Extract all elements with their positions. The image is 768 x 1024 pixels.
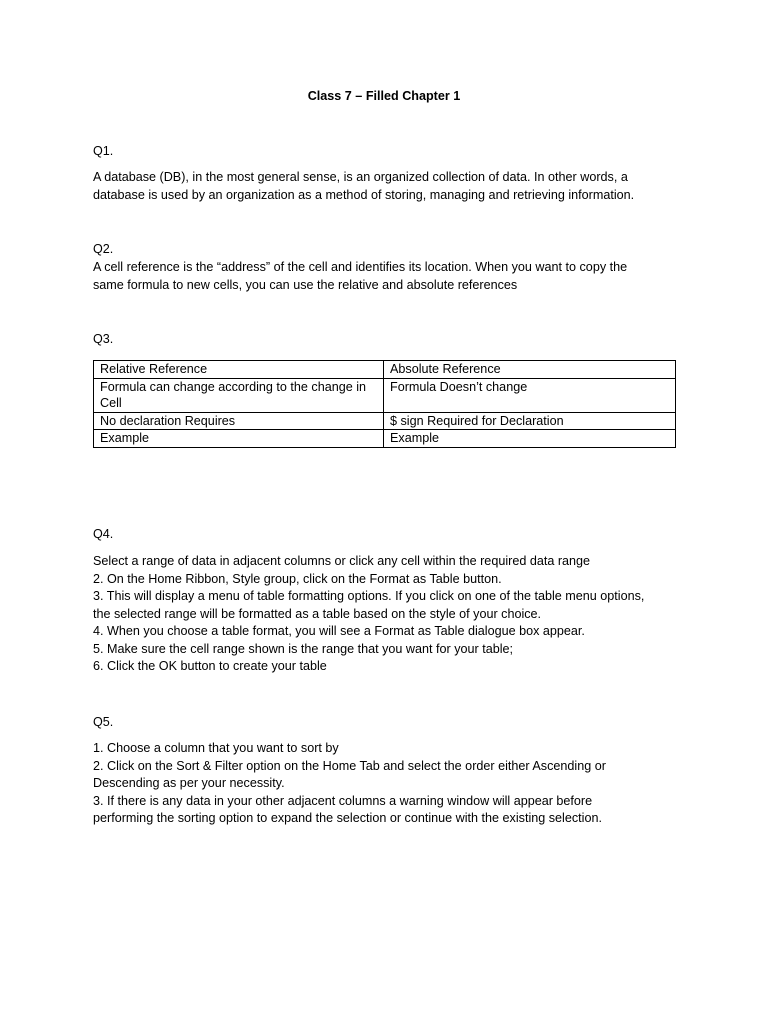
q4-label: Q4. (93, 527, 114, 541)
q5-answer (93, 740, 683, 828)
table-cell: Formula Doesn’t change (384, 378, 676, 412)
table-row (94, 430, 676, 448)
q5-line-5: performing the sorting option to expand the selection or continue with the existing selection. (93, 811, 602, 825)
q2-line-2: same formula to new cells, you can use the relative and absolute references (93, 277, 518, 292)
table-cell: Relative Reference (94, 361, 384, 379)
table-row (94, 412, 676, 430)
table-cell: Absolute Reference (384, 361, 676, 379)
q1-label: Q1. (93, 144, 114, 158)
page-title: Class 7 – Filled Chapter 1 (307, 89, 461, 103)
q1-answer (93, 169, 683, 204)
q4-line-6: 5. Make sure the cell range shown is the range that you want for your table; (93, 641, 514, 656)
q4-line-4: the selected range will be formatted as a table based on the style of your choice. (93, 606, 542, 621)
q1-line-2: database is used by an organization as a method of storing, managing and retrieving information. (93, 187, 635, 202)
q2-label: Q2. (93, 242, 114, 256)
q5-line-4: 3. If there is any data in your other adjacent columns a warning window will appear before (93, 793, 593, 808)
q5-line-2: 2. Click on the Sort & Filter option on the Home Tab and select the order either Ascending or (93, 758, 606, 773)
q4-line-5: 4. When you choose a table format, you will see a Format as Table dialogue box appear. (93, 624, 585, 638)
q5-label: Q5. (93, 715, 114, 729)
q4-line-3: 3. This will display a menu of table formatting options. If you click on one of the table menu options, (93, 589, 645, 603)
q4-line-7: 6. Click the OK button to create your table (93, 659, 327, 673)
q2-line-1: A cell reference is the “address” of the cell and identifies its location. When you want to copy the (93, 260, 628, 274)
table-row (94, 361, 676, 379)
table-row (94, 378, 676, 412)
table-cell: Formula can change according to the change in Cell (94, 378, 384, 412)
reference-table (93, 360, 676, 448)
table-cell: Example (384, 430, 676, 448)
q2-answer (93, 259, 683, 294)
q1-line-1: A database (DB), in the most general sense, is an organized collection of data. In other words, a (93, 170, 628, 184)
table-cell: No declaration Requires (94, 412, 384, 430)
q3-label: Q3. (93, 332, 114, 346)
q5-line-3: Descending as per your necessity. (93, 776, 285, 790)
table-cell: $ sign Required for Declaration (384, 412, 676, 430)
table-cell: Example (94, 430, 384, 448)
q4-line-2: 2. On the Home Ribbon, Style group, click on the Format as Table button. (93, 571, 502, 586)
q4-line-1: Select a range of data in adjacent columns or click any cell within the required data range (93, 554, 591, 568)
q4-answer (93, 553, 683, 676)
q5-line-1: 1. Choose a column that you want to sort by (93, 741, 339, 755)
